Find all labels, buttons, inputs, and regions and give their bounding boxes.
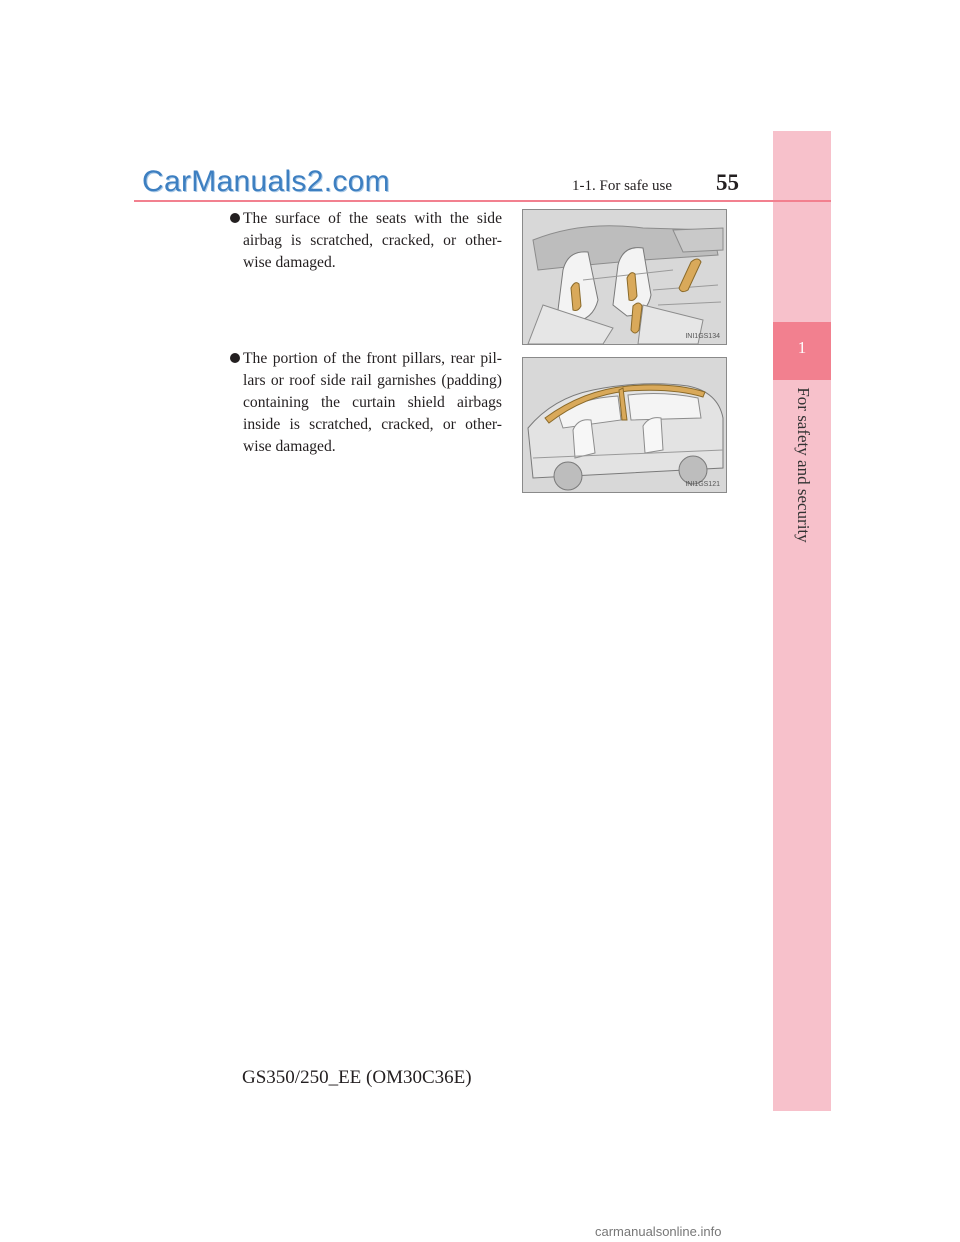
chapter-side-tab [773, 131, 831, 1111]
car-cutaway-drawing [523, 358, 726, 492]
seat-interior-drawing [523, 210, 726, 344]
section-title: 1-1. For safe use [572, 178, 672, 194]
bullet-item [230, 348, 502, 458]
curtain-airbag-car-illustration [522, 357, 727, 493]
model-code: GS350/250_EE (OM30C36E) [242, 1067, 472, 1088]
chapter-number: 1 [797, 338, 807, 357]
watermark-logo: CarManuals2.com [142, 165, 390, 198]
bullet-item [230, 208, 502, 274]
chapter-title: For safety and security [794, 387, 813, 543]
bullet-icon [230, 213, 240, 223]
header-rule [134, 200, 831, 202]
source-watermark: carmanualsonline.info [595, 1224, 722, 1239]
bullet-text: The portion of the front pillars, rear pil-lars or roof side rail garnishes (padding) containing the curtain shield airbags inside is scratched, cracked, or other-wise damaged. [243, 350, 502, 455]
page-number: 55 [716, 170, 739, 195]
side-airbag-seat-illustration [522, 209, 727, 345]
bullet-text: The surface of the seats with the side airbag is scratched, cracked, or other-wise damaged. [243, 210, 502, 271]
bullet-icon [230, 353, 240, 363]
figure-code: INI1GS134 [685, 333, 720, 340]
figure-code: INI1GS121 [685, 481, 720, 488]
